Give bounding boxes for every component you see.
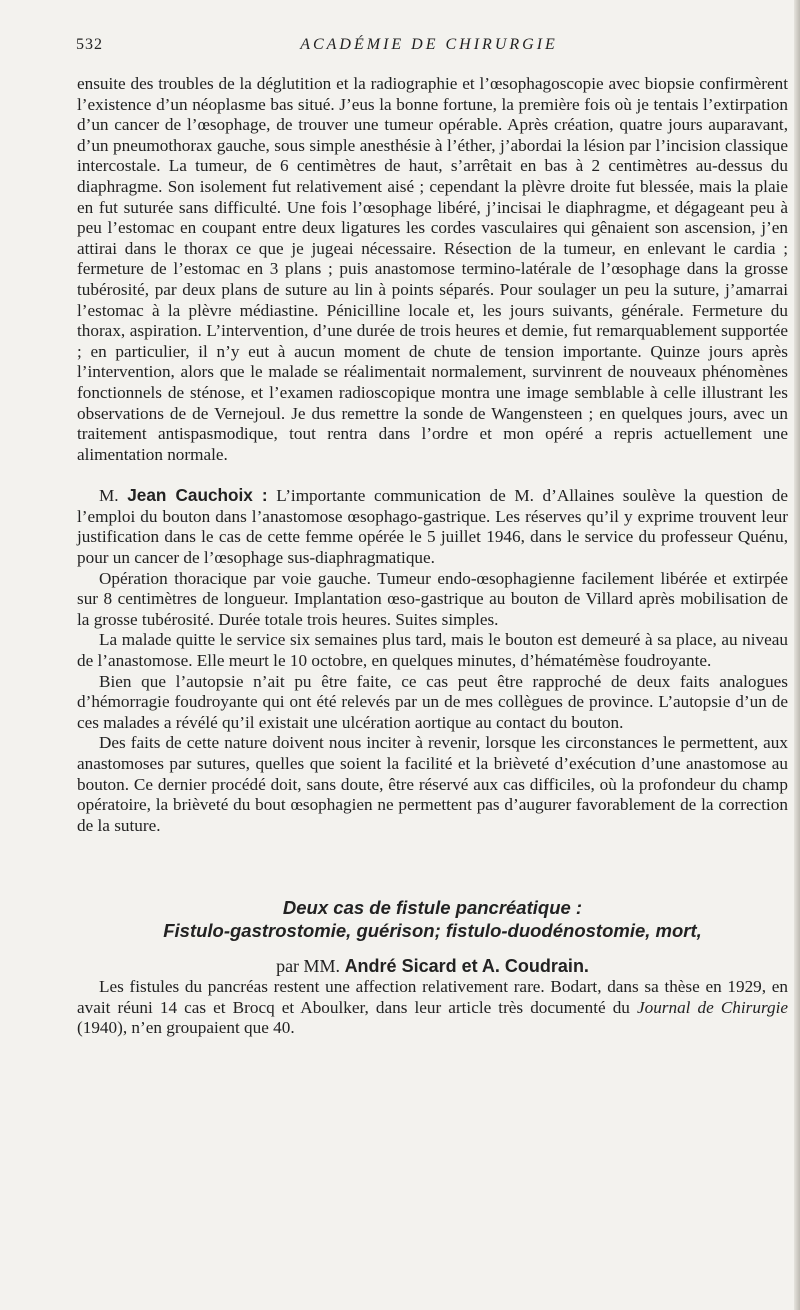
authors-prefix: par MM. [276, 956, 345, 977]
running-title: ACADÉMIE DE CHIRURGIE [300, 36, 558, 53]
page-edge-shadow [794, 0, 800, 1310]
speaker-name: Jean Cauchoix : [127, 485, 268, 506]
article-authors [77, 956, 788, 977]
article-heading [77, 896, 788, 977]
page-body [77, 74, 788, 1039]
article-intro-paragraph [77, 977, 788, 1039]
paragraph-cauchoix-intro [77, 485, 788, 568]
page-header [76, 36, 782, 58]
paragraph-conclusion: Des faits de cette nature doivent nous inciter à revenir, lorsque les circonstances le permettent, aux anastomoses par sutures, quelles que soient la facilité et la brièveté d’exécution d’une anastomose au bouton. Ce dernier procédé doit, sans doute, être réservé aux cas difficiles, où la profondeur du champ opératoire, la brièveté du bout œsophagien ne permettent pas d’augurer favorablement de la correction de la suture. [77, 733, 788, 835]
speaker-text: L’importante communication de M. d’Allaines soulève la question de l’emploi du bouton dans l’anastomose œsophago-gastrique. Les réserves qu’il y exprime trouvent leur justification dans le cas de cette femme opérée le 5 juillet 1946, dans le service du professeur Quénu, pour un cancer de l’œsophage sus-diaphragmatique. [77, 486, 788, 568]
paragraph-operation: Opération thoracique par voie gauche. Tumeur endo-œsophagienne facilement libérée et extirpée sur 8 centimètres de longueur. Implantation œso-gastrique au bouton de Villard après mobilisation de la grosse tubérosité. Durée totale trois heures. Suites simples. [77, 568, 788, 629]
paragraph-outcome: La malade quitte le service six semaines plus tard, mais le bouton est demeuré à sa place, au niveau de l’anastomose. Elle meurt le 10 octobre, en quelques minutes, d’hématémèse foudroyante. [77, 630, 788, 671]
article-title-line-1: Deux cas de fistule pancréatique : [282, 897, 583, 919]
page-number: 532 [76, 36, 103, 53]
speaker-prefix: M. [99, 486, 128, 506]
journal-title: Journal de Chirurgie [636, 997, 788, 1017]
author-names: André Sicard et A. Coudrain. [344, 956, 589, 977]
paragraph-continuation: ensuite des troubles de la déglutition et la radiographie et l’œsophagoscopie avec biopsie confirmèrent l’existence d’un néoplasme bas situé. J’eus la bonne fortune, la première fois où je tentais l’extirpation d’un cancer de l’œsophage, de trouver une tumeur opérable. Après création, quatre jours auparavant, d’un pneumothorax gauche, sous simple anesthésie à l’éther, j’abordai la lésion par l’incision classique intercostale. La tumeur, de 6 centimètres de haut, s’arrêtait en bas à 2 centimètres au-dessus du diaphragme. Son isolement fut relativement aisé ; cependant la plèvre droite fut blessée, mais la plaie en fut suturée sans difficulté. Une fois l’œsophage libéré, j’incisai le diaphragme, et dégageant peu à peu l’estomac en coupant entre deux ligatures les cordes vasculaires qui gênaient son ascension, j’en attirai dans le thorax ce que je jugeai nécessaire. Résection de la tumeur, en enlevant le cardia ; fermeture de l’estomac en 3 plans ; puis anastomose termino-latérale de l’œsophage dans la grosse tubérosité, par deux plans de suture au lin à points séparés. Pour soulager un peu la suture, j’amarrai l’estomac à la plèvre médiastine. Pénicilline locale et, les jours suivants, générale. Fermeture du thorax, aspiration. L’intervention, d’une durée de trois heures et demie, fut remarquablement supportée ; en particulier, il n’y eut à aucun moment de chute de tension importante. Quinze jours après l’intervention, alors que le malade se réalimentait normalement, survinrent de nouveaux phénomènes fonctionnels de sténose, et l’examen radioscopique montra une image semblable à celle illustrant les observations de de Vernejoul. Je dus remettre la sonde de Wangensteen ; en quelques jours, avec un traitement antispasmodique, tout rentra dans l’ordre et mon opéré a repris actuellement une alimentation normale. [77, 74, 788, 464]
article-title-line-2: Fistulo-gastrostomie, guérison; fistulo-duodénostomie, mort, [163, 920, 702, 942]
paragraph-autopsy: Bien que l’autopsie n’ait pu être faite, ce cas peut être rapproché de deux faits analogues d’hémorragie foudroyante qui ont été relevés par un de mes collègues de province. L’autopsie d’un de ces malades a révélé qu’il existait une ulcération aortique au contact du bouton. [77, 671, 788, 732]
intro-text: Les fistules du pancréas restent une affection relativement rare. Bodart, dans sa thèse en 1929, en avait réuni 14 cas et Brocq et Aboulker, dans leur article très documenté du [77, 976, 788, 1017]
intro-end: (1940), n’en groupaient que 40. [77, 1018, 295, 1038]
